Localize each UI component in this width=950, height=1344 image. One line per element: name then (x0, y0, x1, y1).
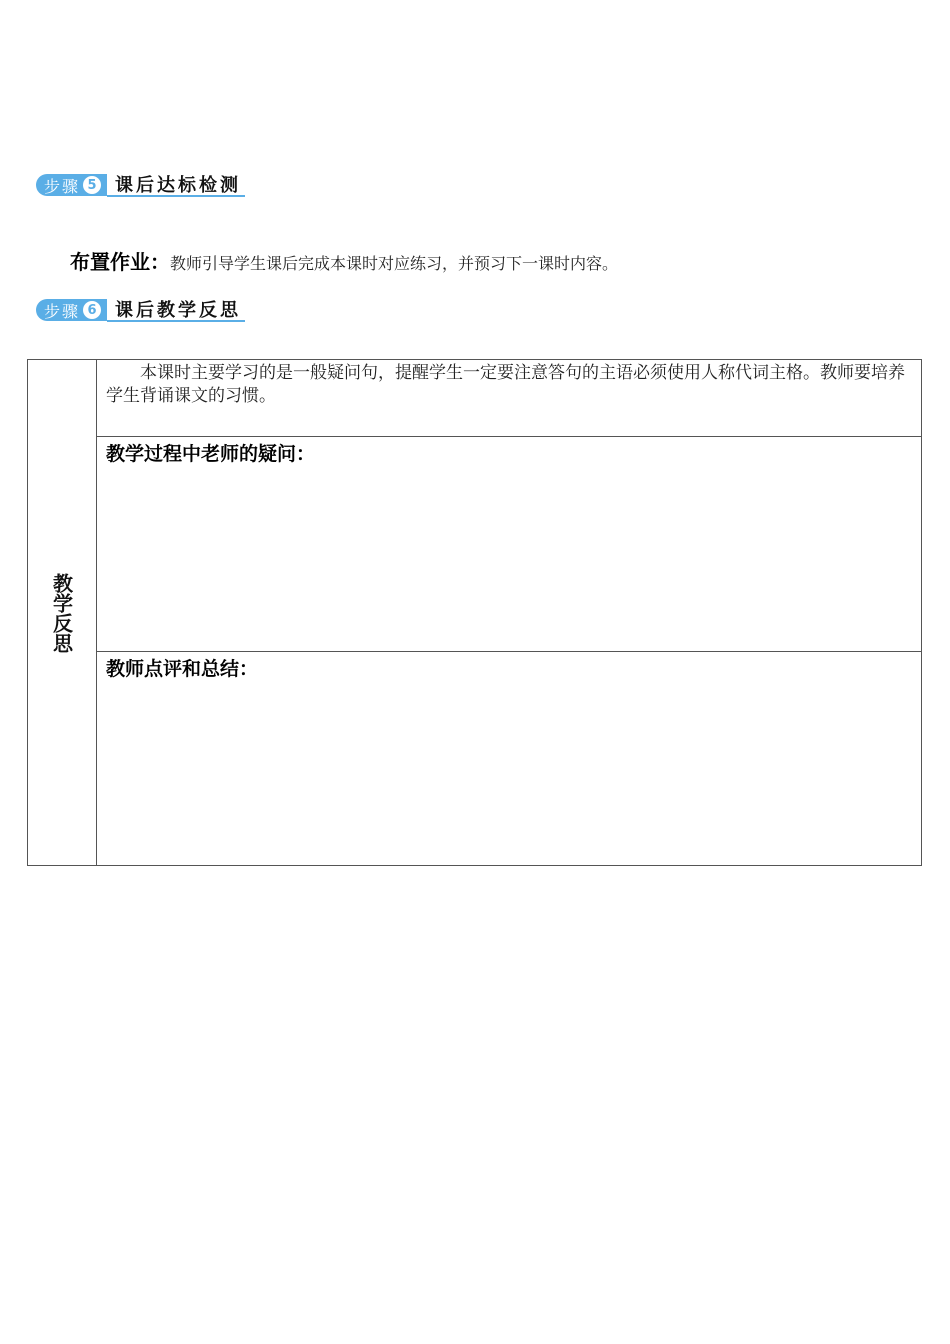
step5-number-icon: 5 (83, 176, 101, 194)
homework-text: 教师引导学生课后完成本课时对应练习，并预习下一课时内容。 (170, 254, 619, 273)
reflection-summary-cell (96, 360, 921, 437)
homework-label: 布置作业： (70, 250, 170, 274)
homework-paragraph (70, 248, 920, 278)
reflection-summary-text: 本课时主要学习的是一般疑问句，提醒学生一定要注意答句的主语必须使用人称代词主格。教师要培养学生背诵课文的习惯。 (106, 363, 905, 406)
teacher-comments-cell[interactable] (96, 652, 921, 865)
step5-title-wrap (107, 173, 245, 197)
step6-title: 课后教学反思 (115, 300, 242, 321)
step5-badge (36, 174, 107, 196)
step5-badge-text: 步骤 (44, 176, 81, 196)
reflection-table (27, 359, 922, 866)
reflection-side-column (28, 360, 97, 865)
step6-badge (36, 299, 107, 321)
step6-header (36, 297, 245, 323)
teacher-comments-heading: 教师点评和总结： (106, 658, 259, 680)
step6-badge-text: 步骤 (44, 301, 81, 321)
step6-title-wrap (107, 298, 245, 322)
step5-title: 课后达标检测 (115, 175, 242, 196)
step6-number-icon: 6 (83, 301, 101, 319)
teacher-questions-heading: 教学过程中老师的疑问： (106, 443, 316, 465)
step5-header (36, 172, 245, 198)
teacher-questions-cell[interactable] (96, 437, 921, 652)
reflection-side-label: 教学反思 (49, 572, 74, 653)
